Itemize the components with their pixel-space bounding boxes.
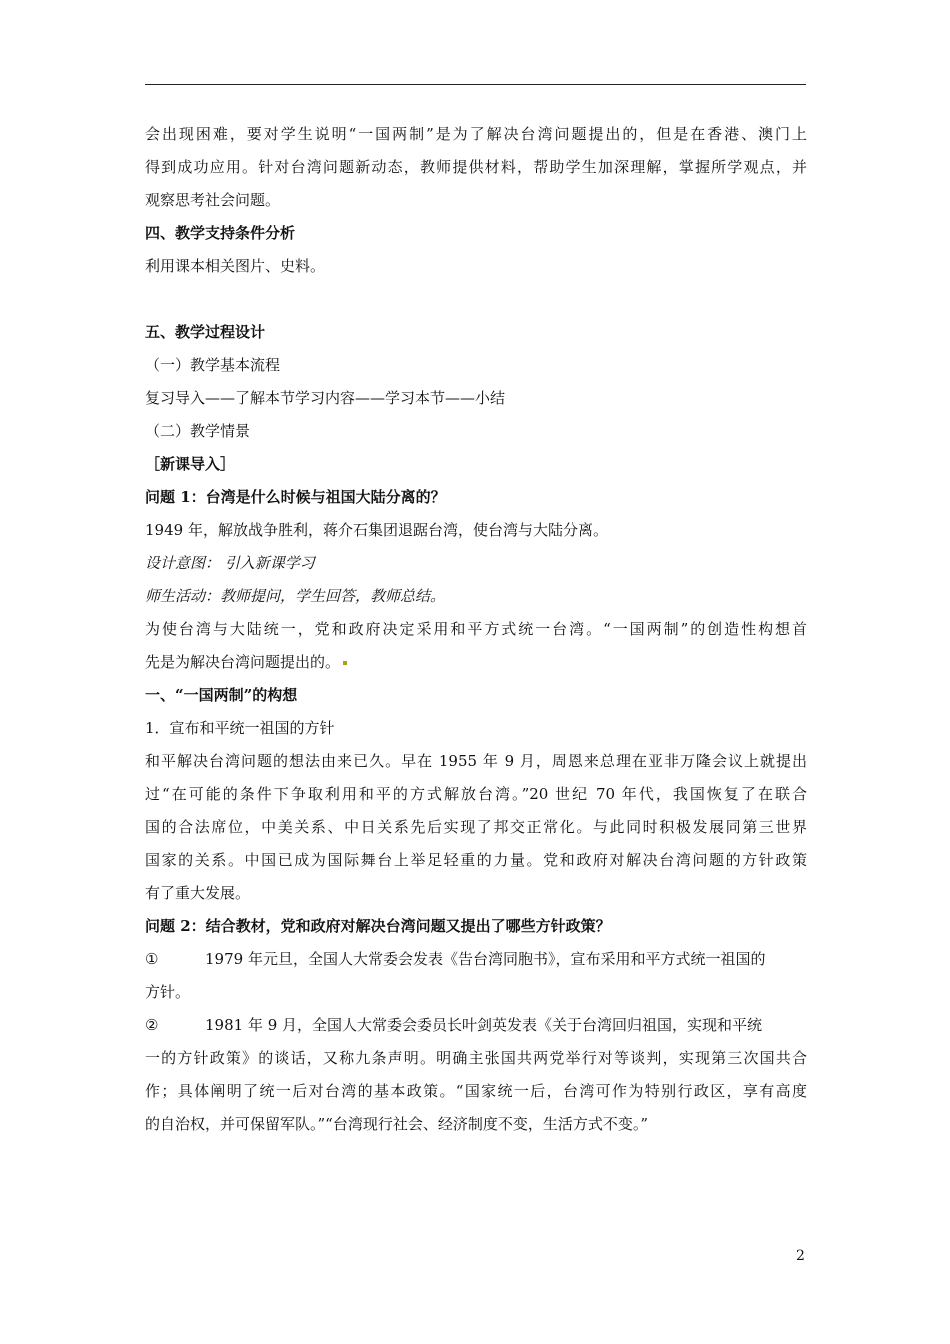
spacer: [145, 283, 807, 316]
subheading: （一）教学基本流程: [145, 356, 281, 374]
paragraph-line: 有了重大发展。: [145, 884, 251, 902]
question-1: 问题 1：台湾是什么时候与祖国大陆分离的？: [145, 488, 446, 506]
paragraph-line: 作；具体阐明了统一后对台湾的基本政策。“国家统一后，台湾可作为特别行政区，享有高度: [145, 1082, 807, 1100]
list-text: 1981 年 9 月，全国人大常委会委员长叶剑英发表《关于台湾回归祖国，实现和平统: [205, 1016, 763, 1034]
list-marker: ②: [145, 1016, 159, 1034]
design-intent: 设计意图： 引入新课学习: [145, 554, 315, 572]
paragraph-line: 复习导入——了解本节学习内容——学习本节——小结: [145, 389, 506, 407]
paragraph-text: 先是为解决台湾问题提出的。: [145, 653, 341, 671]
paragraph-line: 得到成功应用。针对台湾问题新动态，教师提供材料，帮助学生加深理解，掌握所学观点，并: [145, 158, 807, 176]
paragraph-line: 利用课本相关图片、史料。: [145, 257, 326, 275]
paragraph-line: 为使台湾与大陆统一，党和政府决定采用和平方式统一台湾。“一国两制”的创造性构想首: [145, 620, 807, 638]
paragraph-line: 方针。: [145, 983, 191, 1001]
new-lesson-label: ［新课导入］: [145, 455, 236, 473]
paragraph-line: 观察思考社会问题。: [145, 191, 281, 209]
header-rule: [145, 84, 806, 85]
page-body: [145, 118, 807, 1141]
paragraph-line: 会出现困难，要对学生说明“一国两制”是为了解决台湾问题提出的，但是在香港、澳门上: [145, 125, 807, 143]
paragraph-line: 过“在可能的条件下争取利用和平的方式解放台湾。”20 世纪 70 年代，我国恢复了在联合: [145, 785, 807, 803]
subheading: 1．宣布和平统一祖国的方针: [145, 719, 335, 737]
paragraph-line: 1949 年，解放战争胜利，蒋介石集团退踞台湾，使台湾与大陆分离。: [145, 521, 608, 539]
marker-dot: [343, 661, 347, 665]
list-marker: ①: [145, 950, 159, 968]
paragraph-line: 和平解决台湾问题的想法由来已久。早在 1955 年 9 月，周恩来总理在亚非万隆会议上就提出: [145, 752, 807, 770]
list-item-1: [145, 943, 807, 976]
page-number: 2: [796, 1248, 805, 1264]
paragraph-line: 国的合法席位，中美关系、中日关系先后实现了邦交正常化。与此同时积极发展同第三世界: [145, 818, 807, 836]
list-text: 1979 年元旦，全国人大常委会发表《告台湾同胞书》，宣布采用和平方式统一祖国的: [205, 950, 766, 968]
teacher-student-activity: 师生活动：教师提问，学生回答，教师总结。: [145, 587, 446, 605]
paragraph-line: 的自治权，并可保留军队。”“台湾现行社会、经济制度不变，生活方式不变。”: [145, 1115, 649, 1133]
paragraph-line: 一的方针政策》的谈话，又称九条声明。明确主张国共两党举行对等谈判，实现第三次国共合: [145, 1049, 807, 1067]
list-item-2: [145, 1009, 807, 1042]
subheading: （二）教学情景: [145, 422, 251, 440]
section-heading-5: 五、教学过程设计: [145, 323, 266, 341]
paragraph-line-with-mark: [145, 646, 807, 679]
section-heading-1: 一、“一国两制”的构想: [145, 686, 298, 704]
question-2: 问题 2：结合教材，党和政府对解决台湾问题又提出了哪些方针政策？: [145, 917, 611, 935]
paragraph-line: 国家的关系。中国已成为国际舞台上举足轻重的力量。党和政府对解决台湾问题的方针政策: [145, 851, 807, 869]
section-heading-4: 四、教学支持条件分析: [145, 224, 296, 242]
